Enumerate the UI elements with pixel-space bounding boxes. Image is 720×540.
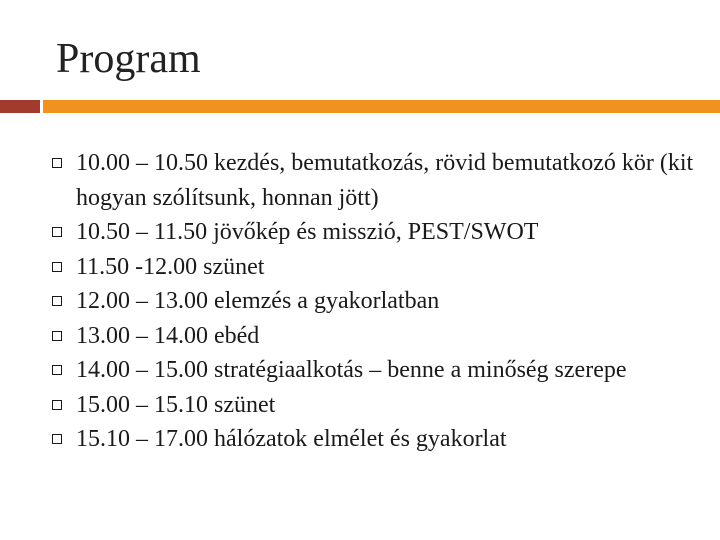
list-item-text: 11.50 -12.00 szünet	[76, 253, 265, 280]
header-rule-accent-left	[0, 100, 40, 113]
square-bullet-icon	[52, 296, 62, 306]
list-item	[0, 353, 720, 388]
list-item-text: 12.00 – 13.00 elemzés a gyakorlatban	[76, 288, 440, 314]
page-title: Program	[56, 36, 201, 82]
list-item	[0, 215, 720, 250]
square-bullet-icon	[52, 434, 62, 444]
square-bullet-icon	[52, 365, 62, 375]
square-bullet-icon	[52, 227, 62, 237]
list-item-text: 15.10 – 17.00 hálózatok elmélet és gyakorlat	[76, 426, 507, 452]
square-bullet-icon	[52, 262, 62, 272]
list-item	[0, 422, 720, 457]
list-item	[0, 319, 720, 354]
square-bullet-icon	[52, 400, 62, 410]
list-item	[0, 388, 720, 423]
list-item	[0, 146, 720, 215]
list-item	[0, 284, 720, 319]
list-item-text: 10.00 – 10.50 kezdés, bemutatkozás, rövid bemutatkozó kör (kit hogyan szólítsunk, honnan jött)	[76, 150, 694, 211]
program-list	[0, 146, 720, 457]
header-rule-accent-right	[43, 100, 720, 113]
list-item-text: 13.00 – 14.00 ebéd	[76, 322, 260, 349]
square-bullet-icon	[52, 331, 62, 341]
list-item-text: 15.00 – 15.10 szünet	[76, 391, 276, 418]
list-item	[0, 250, 720, 285]
list-item-text: 10.50 – 11.50 jövőkép és misszió, PEST/SWOT	[76, 219, 539, 245]
list-item-text: 14.00 – 15.00 stratégiaalkotás – benne a minőség szerepe	[76, 357, 627, 383]
square-bullet-icon	[52, 158, 62, 168]
